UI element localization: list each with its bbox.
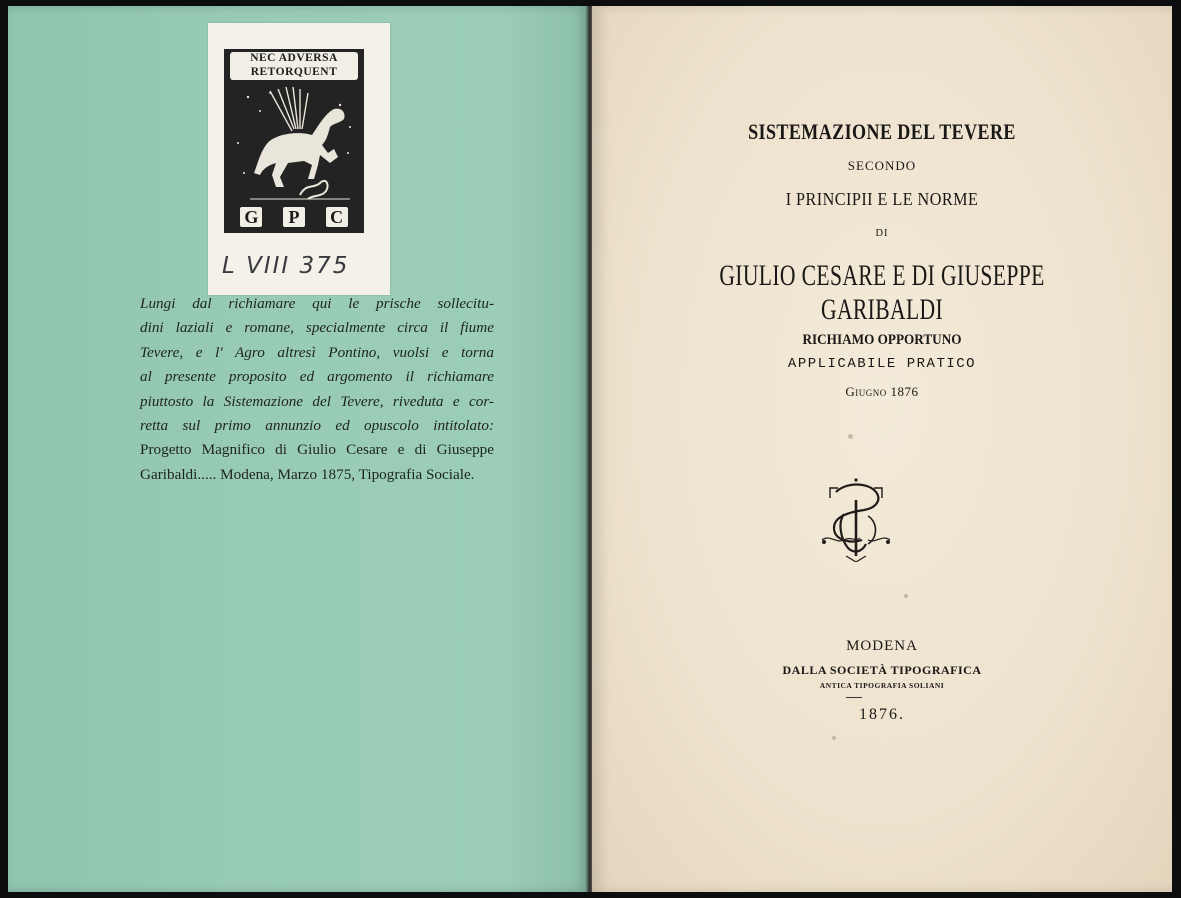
note-line: piuttosto la Sistemazione del Tevere, riveduta e cor- [140,392,494,410]
imprint-printer-sub: ANTICA TIPOGRAFIA SOLIANI [819,681,945,690]
publication-date: Giugno 1876 [845,384,919,399]
imprint-rule [846,697,862,698]
foxing-speck [832,736,836,740]
pegasus-icon [230,83,358,203]
title-page [592,6,1172,892]
note-line: Progetto Magnifico di Giulio Cesare e di Giuseppe [140,441,494,459]
main-title: SISTEMAZIONE DEL TEVERE [748,119,1016,144]
note-line: Tevere, e l' Agro altresì Pontino, vuolsi e torna [140,343,494,361]
authors-title: GIULIO CESARE E DI GIUSEPPE GARIBALDI [719,259,1045,326]
richiamo-text: RICHIAMO OPPORTUNO [802,332,962,348]
printer-monogram-icon [816,478,896,562]
note-line: retta sul primo annunzio ed opuscolo intitolato: [140,417,494,435]
imprint-city: MODENA [846,638,918,654]
bookplate-motto [230,52,358,80]
di-text: DI [875,228,889,239]
note-line: al presente proposito ed argomento il richiamare [140,368,494,386]
applicabile-text: APPLICABILE PRATICO [787,356,977,372]
note-line: Garibaldi..... Modena, Marzo 1875, Tipografia Sociale. [140,465,475,483]
foxing-speck [848,434,853,439]
note-line: Lungi dal richiamare qui le prische sollecitu- [140,295,494,312]
motto-line-1: NEC ADVERSA [250,52,338,64]
imprint-year: 1876. [859,706,905,723]
imprint-printer: DALLA SOCIETÀ TIPOGRAFICA [782,663,982,677]
initial-p: P [283,207,305,227]
initial-g: G [240,207,262,227]
secondo-text: SECONDO [847,158,917,173]
left-endpaper [8,6,588,892]
shelfmark: L VIII 375 [222,253,350,279]
ex-libris-block [224,49,364,233]
motto-line-2: RETORQUENT [250,65,338,78]
foxing-speck [904,594,908,598]
principii-text: I PRINCIPII E LE NORME [785,189,979,209]
note-line: dini laziali e romane, specialmente circa il fiume [140,319,494,337]
prefatory-note [140,292,494,487]
bookplate [208,23,390,295]
initial-c: C [326,207,348,227]
bookplate-initials [230,205,358,229]
